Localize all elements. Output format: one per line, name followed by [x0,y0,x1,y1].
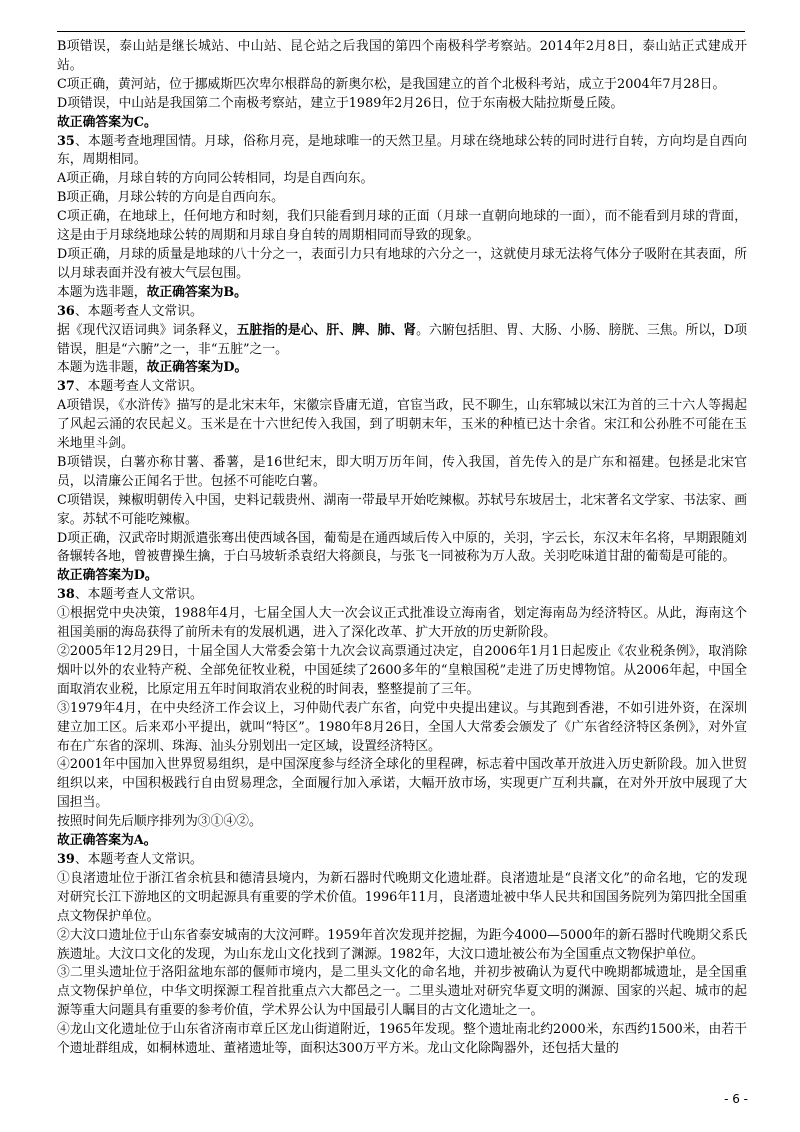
explanation-paragraph: ②2005年12月29日，十届全国人大常委会第十九次会议高票通过决定，自2006年1月1日起废止《农业税条例》，取消除烟叶以外的农业特产税、全部免征牧业税，中国延续了2600多年的“皇粮国税”走进了历史博物馆。从2006年起，中国全面取消农业税，比原定用五年时间取消农业税的时间表，整整提前了三年。 [57,644,747,697]
explanation-paragraph: D项错误，中山站是我国第二个南极考察站，建立于1989年2月26日，位于东南极大陆拉斯曼丘陵。 [57,95,624,111]
question-number: 36 [57,303,75,319]
explanation-paragraph: ①良渚遗址位于浙江省余杭县和德清县境内，为新石器时代晚期文化遗址群。良渚遗址是“良渚文化”的命名地，它的发现对研究长江下游地区的文明起源具有重要的学术价值。1996年11月，良渚遗址被中华人民共和国国务院列为第四批全国重点文物保护单位。 [57,870,747,924]
text-segment: 据《现代汉语词典》词条释义， [57,322,237,338]
question-intro: 、本题考查地理国情。月球，俗称月亮，是地球唯一的天然卫星。月球在绕地球公转的同时进行自转，方向均是自西向东，周期相同。 [57,133,747,168]
question-number: 37 [57,379,75,395]
bold-segment: 五脏指的是心、肝、脾、肺、肾 [236,322,417,338]
explanation-paragraph: ③二里头遗址位于洛阳盆地东部的偃师市境内，是二里头文化的命名地，并初步被确认为夏代中晚期都城遗址，是全国重点文物保护单位，中华文明探源工程首批重点六大都邑之一。二里头遗址对研究华夏文明的渊源、国家的兴起、城市的起源等重大问题具有重要的参考价值，学术界公认为中国最引人瞩目的古文化遗址之一。 [57,965,747,1019]
question-heading [57,586,747,605]
text-segment: 本题为选非题， [57,284,147,300]
question-intro: 、本题考查人文常识。 [74,303,203,319]
explanation-paragraph: ④龙山文化遗址位于山东省济南市章丘区龙山街道附近，1965年发现。整个遗址南北约2000米，东西约1500米，由若干个遗址群组成，如桐林遗址、董褚遗址等，面积达300万平方米。龙山文化除陶器外，还包括大量的 [57,1022,747,1057]
answer-line: 故正确答案为C。 [57,114,157,130]
explanation-paragraph: D项正确，月球的质量是地球的八十分之一，表面引力只有地球的六分之一，这就使月球无法将气体分子吸附在其表面，所以月球表面并没有被大气层包围。 [57,246,747,281]
explanation-paragraph: A项正确，月球自转的方向同公转相同，均是自西向东。 [57,171,374,187]
bold-segment: 故正确答案为B。 [146,284,247,300]
explanation-paragraph: ④2001年中国加入世界贸易组织，是中国深度参与经济全球化的里程碑，标志着中国改革开放进入历史新阶段。加入世贸组织以来，中国积极践行自由贸易理念，全面履行加入承诺，大幅开放市场，实现更广互利共赢，在对外开放中展现了大国担当。 [57,757,747,811]
text-segment: 。六腑包括胆、胃、大肠、小肠、膀胱、三焦。所以，D项错误，胆是“六腑”之一，非“五脏”之一。 [57,322,748,357]
explanation-paragraph: 按照时间先后顺序排列为③①④②。 [57,814,262,830]
question-intro: 、本题考查人文常识。 [74,379,203,395]
explanation-paragraph: ③1979年4月，在中央经济工作会议上，习仲勋代表广东省，向党中央提出建议。与其跑到香港，不如引进外资，在深圳建立加工区。后来邓小平提出，就叫“特区”。1980年8月26日，全国人大常委会颁发了《广东省经济特区条例》，对外宣布在广东省的深圳、珠海、汕头分别划出一定区域，设置经济特区。 [57,700,747,754]
explanation-paragraph: B项正确，月球公转的方向是自西向东。 [57,190,284,206]
question-number: 39 [57,851,75,867]
document-body [57,38,747,1059]
question-heading [57,851,747,870]
explanation-paragraph: ②大汶口遗址位于山东省泰安城南的大汶河畔。1959年首次发现并挖掘，为距今4000—5000年的新石器时代晚期父系氏族遗址。大汶口文化的发现，为山东龙山文化找到了渊源。1982年，大汶口遗址被公布为全国重点文物保护单位。 [57,927,747,962]
question-intro: 、本题考查人文常识。 [74,587,203,603]
answer-line: 故正确答案为A。 [57,833,157,849]
header-rule [57,31,745,32]
bold-segment: 故正确答案为D。 [146,360,248,376]
explanation-paragraph: B项错误，白薯亦称甘薯、番薯，是16世纪末，即大明万历年间，传入我国，首先传入的是广东和福建。包拯是北宋官员，以清廉公正闻名于世。包拯不可能吃白薯。 [57,454,747,489]
answer-line: 故正确答案为D。 [57,568,158,584]
question-intro: 、本题考查人文常识。 [74,851,203,867]
page-number: - 6 - [724,1092,748,1106]
explanation-paragraph: D项正确，汉武帝时期派遣张骞出使西域各国，葡萄是在通西域后传入中原的，关羽，字云长，东汉末年名将，早期跟随刘备辗转各地，曾被曹操生擒，于白马坡斩杀袁绍大将颜良，与张飞一同被称为万人敌。关羽吃味道甘甜的葡萄是可能的。 [57,530,747,565]
explanation-paragraph: C项正确，在地球上，任何地方和时刻，我们只能看到月球的正面（月球一直朝向地球的一面），而不能看到月球的背面，这是由于月球绕地球公转的周期和月球自身自转的周期相同而导致的现象。 [57,209,747,244]
explanation-paragraph [57,322,747,360]
explanation-paragraph [57,284,747,303]
question-heading [57,303,747,322]
question-number: 38 [57,587,75,603]
explanation-paragraph: A项错误，《水浒传》描写的是北宋末年，宋徽宗昏庸无道，官宦当政，民不聊生，山东郓城以宋江为首的三十六人等揭起了风起云涌的农民起义。玉米是在十六世纪传入我国，到了明朝末年，玉米的种植已达十余省。宋江和公孙胜不可能在玉米地里斗剑。 [57,398,747,452]
explanation-paragraph: B项错误，泰山站是继长城站、中山站、昆仑站之后我国的第四个南极科学考察站。2014年2月8日，泰山站正式建成开站。 [57,39,747,73]
question-heading [57,378,747,397]
explanation-paragraph: C项错误，辣椒明朝传入中国，史料记载贵州、湖南一带最早开始吃辣椒。苏轼号东坡居士，北宋著名文学家、书法家、画家。苏轼不可能吃辣椒。 [57,492,747,527]
explanation-paragraph: C项正确，黄河站，位于挪威斯匹次卑尔根群岛的新奥尔松，是我国建立的首个北极科考站，成立于2004年7月28日。 [57,76,726,92]
explanation-paragraph: ①根据党中央决策，1988年4月，七届全国人大一次会议正式批准设立海南省，划定海南岛为经济特区。从此，海南这个祖国美丽的海岛获得了前所未有的发展机遇，进入了深化改革、扩大开放的历史新阶段。 [57,606,747,641]
explanation-paragraph [57,359,747,378]
question-number: 35 [57,133,75,149]
text-segment: 本题为选非题， [57,360,147,376]
question-heading [57,133,747,171]
